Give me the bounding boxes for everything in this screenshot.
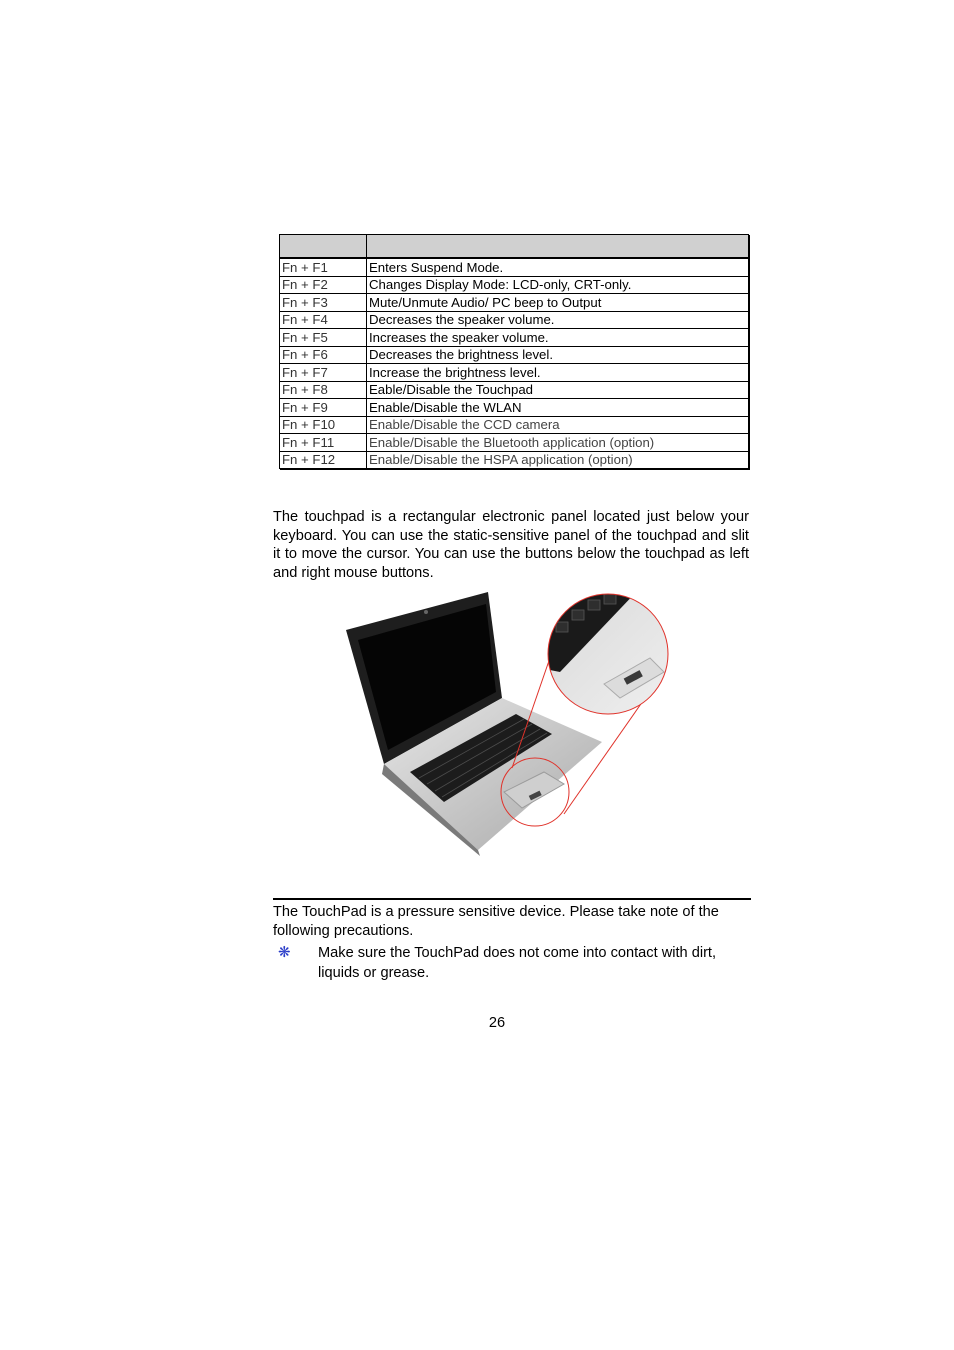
description-cell: Enters Suspend Mode. bbox=[367, 258, 749, 276]
key-cell: Fn + F10 bbox=[280, 416, 367, 434]
table-row bbox=[280, 434, 749, 452]
fn-key-table bbox=[279, 234, 749, 469]
note-paragraph: The TouchPad is a pressure sensitive device. Please take note of the following precautions. bbox=[273, 904, 719, 939]
key-cell: Fn + F8 bbox=[280, 381, 367, 399]
table-row bbox=[280, 276, 749, 294]
key-cell: Fn + F9 bbox=[280, 399, 367, 417]
header-key bbox=[280, 235, 367, 259]
description-cell: Enable/Disable the WLAN bbox=[367, 399, 749, 417]
description-cell: Increases the speaker volume. bbox=[367, 329, 749, 347]
description-cell: Mute/Unmute Audio/ PC beep to Output bbox=[367, 294, 749, 312]
table-row bbox=[280, 451, 749, 469]
description-cell: Decreases the speaker volume. bbox=[367, 311, 749, 329]
key-cell: Fn + F1 bbox=[280, 258, 367, 276]
key-cell: Fn + F4 bbox=[280, 311, 367, 329]
asterisk-bullet-icon: ❋ bbox=[278, 944, 291, 961]
table-row bbox=[280, 399, 749, 417]
table-row bbox=[280, 364, 749, 382]
table-row bbox=[280, 258, 749, 276]
note-divider bbox=[273, 898, 751, 900]
table-row bbox=[280, 294, 749, 312]
key-cell: Fn + F2 bbox=[280, 276, 367, 294]
note-bullet-text: Make sure the TouchPad does not come into contact with dirt, liquids or grease. bbox=[318, 945, 717, 981]
key-cell: Fn + F3 bbox=[280, 294, 367, 312]
description-cell: Decreases the brightness level. bbox=[367, 346, 749, 364]
description-cell: Eable/Disable the Touchpad bbox=[367, 381, 749, 399]
page-number: 26 bbox=[488, 1015, 506, 1031]
table-row bbox=[280, 346, 749, 364]
table-row bbox=[280, 416, 749, 434]
table-header-row bbox=[280, 235, 749, 259]
header-description bbox=[367, 235, 749, 259]
table-row bbox=[280, 381, 749, 399]
description-cell: Enable/Disable the HSPA application (option) bbox=[367, 451, 749, 469]
description-cell: Enable/Disable the Bluetooth application (option) bbox=[367, 434, 749, 452]
description-cell: Changes Display Mode: LCD-only, CRT-only. bbox=[367, 276, 749, 294]
key-cell: Fn + F7 bbox=[280, 364, 367, 382]
key-cell: Fn + F5 bbox=[280, 329, 367, 347]
table-row bbox=[280, 311, 749, 329]
description-cell: Enable/Disable the CCD camera bbox=[367, 416, 749, 434]
laptop-touchpad-illustration bbox=[340, 588, 675, 856]
key-cell: Fn + F12 bbox=[280, 451, 367, 469]
key-cell: Fn + F6 bbox=[280, 346, 367, 364]
touchpad-intro-paragraph: The touchpad is a rectangular electronic panel located just below your keyboard. You can use the static-sensitive panel of the touchpad and slit it to move the cursor. You can use the buttons below the touchpad as left and right mouse buttons. bbox=[273, 509, 749, 581]
table-row bbox=[280, 329, 749, 347]
key-cell: Fn + F11 bbox=[280, 434, 367, 452]
description-cell: Increase the brightness level. bbox=[367, 364, 749, 382]
